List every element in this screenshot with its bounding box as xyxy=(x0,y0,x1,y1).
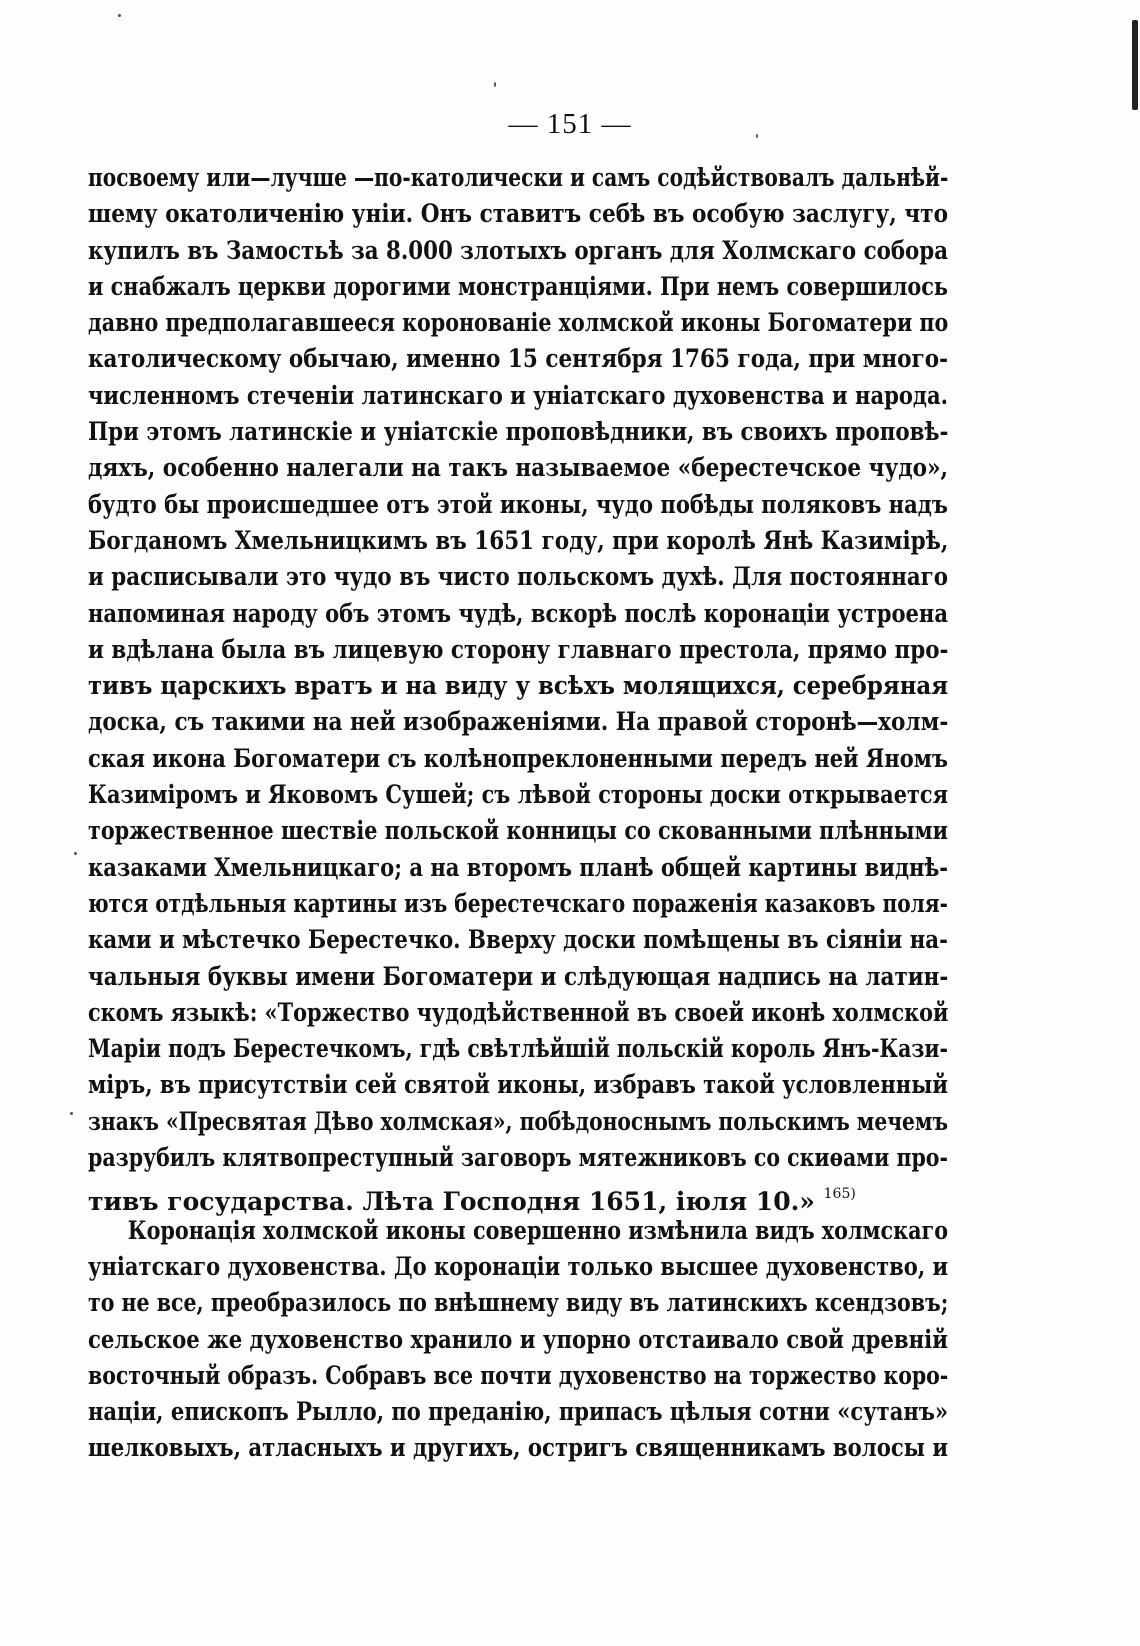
text-line: шему окатоличенію уніи. Онъ ставитъ себѣ въ особую заслугу, что xyxy=(88,199,949,229)
text-line: ются отдѣльныя картины изъ берестечскаго пораженія казаковъ поля- xyxy=(88,888,949,918)
text-line: тивъ царскихъ вратъ и на виду у всѣхъ молящихся, серебряная xyxy=(88,671,949,701)
paragraph-1 xyxy=(88,160,949,1217)
text-line: давно предполагавшееся коронованіе холмской иконы Богоматери по xyxy=(88,308,949,338)
text-line: шелковыхъ, атласныхъ и другихъ, остригъ священникамъ волосы и xyxy=(88,1433,949,1463)
text-line: то не все, преобразилось по внѣшнему виду въ латинскихъ ксендзовъ; xyxy=(88,1288,949,1318)
text-line: купилъ въ Замостьѣ за 8.000 злотыхъ органъ для Холмскаго собора xyxy=(88,235,949,265)
text-line: посвоему или—лучше —по-католически и самъ содѣйствовалъ дальнѣй- xyxy=(88,163,949,192)
text-line: сельское же духовенство хранило и упорно отстаивало свой древній xyxy=(88,1324,948,1354)
text-line: численномъ стеченіи латинскаго и уніатскаго духовенства и народа. xyxy=(88,380,948,410)
text-line: Коронація холмской иконы совершенно измѣнила видъ холмскаго xyxy=(127,1215,949,1245)
text-line: скомъ языкѣ: «Торжество чудодѣйственной въ своей иконѣ холмской xyxy=(88,997,949,1027)
text-line: Богданомъ Хмельницкимъ въ 1651 году, при королѣ Янѣ Казимірѣ, xyxy=(88,525,949,555)
text-line: При этомъ латинскіе и уніатскіе проповѣдники, въ своихъ проповѣ- xyxy=(88,417,949,447)
text-line: ками и мѣстечко Берестечко. Вверху доски помѣщены въ сіяніи на- xyxy=(88,925,948,955)
text-line: націи, епископъ Рылло, по преданію, припасъ цѣлыя сотни «сутанъ» xyxy=(88,1397,949,1427)
text-line: знакъ «Пресвятая Дѣво холмская», побѣдоноснымъ польскимъ мечемъ xyxy=(88,1106,948,1136)
text-line-last xyxy=(88,1176,948,1217)
scan-speck xyxy=(1132,20,1138,110)
text-line: торжественное шествіе польской конницы со скованными плѣнными xyxy=(88,816,948,846)
text-line: и вдѣлана была въ лицевую сторону главнаго престола, прямо про- xyxy=(88,634,949,664)
text-line: и снабжалъ церкви дорогими монстранціями. При немъ совершилось xyxy=(88,271,948,301)
text-line: и расписывали это чудо въ чисто польскомъ духѣ. Для постояннаго xyxy=(88,562,948,592)
text-line: ская икона Богоматери съ колѣнопреклоненными передъ ней Яномъ xyxy=(88,743,948,773)
main-text xyxy=(88,160,948,1467)
text-line: будто бы происшедшее отъ этой иконы, чудо побѣды поляковъ надъ xyxy=(88,489,948,519)
text-line-last-content: тивъ государства. Лѣта Господня 1651, іюля 10.» xyxy=(88,1187,815,1217)
paragraph-2 xyxy=(88,1213,948,1467)
text-line: Маріи подъ Берестечкомъ, гдѣ свѣтлѣйшій польскій король Янъ-Кази- xyxy=(88,1034,948,1064)
scan-speck xyxy=(118,14,121,17)
text-line: дяхъ, особенно налегали на такъ называемое «берестечское чудо», xyxy=(88,453,949,483)
scan-speck xyxy=(70,1112,73,1115)
text-line: восточный образъ. Собравъ все почти духовенство на торжество коро- xyxy=(88,1360,949,1390)
text-line: уніатскаго духовенства. До коронаціи только высшее духовенство, и xyxy=(88,1251,949,1281)
text-line: напоминая народу объ этомъ чудѣ, вскорѣ послѣ коронаціи устроена xyxy=(88,598,948,628)
text-line: Казиміромъ и Яковомъ Сушей; съ лѣвой стороны доски открывается xyxy=(88,780,949,810)
text-line: доска, съ такими на ней изображеніями. На правой сторонѣ—холм- xyxy=(88,707,949,737)
scan-speck xyxy=(74,852,77,855)
scan-speck xyxy=(756,134,758,138)
scan-speck xyxy=(494,82,496,87)
text-line: католическому обычаю, именно 15 сентября 1765 года, при много- xyxy=(88,344,949,374)
page-number: — 151 — xyxy=(508,108,632,140)
text-line: казаками Хмельницкаго; а на второмъ планѣ общей картины виднѣ- xyxy=(88,852,949,882)
text-line: міръ, въ присутствіи сей святой иконы, избравъ такой условленный xyxy=(88,1070,948,1100)
text-line: чальныя буквы имени Богоматери и слѣдующая надпись на латин- xyxy=(88,961,949,991)
footnote-reference: 165) xyxy=(823,1186,856,1203)
text-line: разрубилъ клятвопреступный заговоръ мятежниковъ со скиѳами про- xyxy=(88,1143,948,1173)
